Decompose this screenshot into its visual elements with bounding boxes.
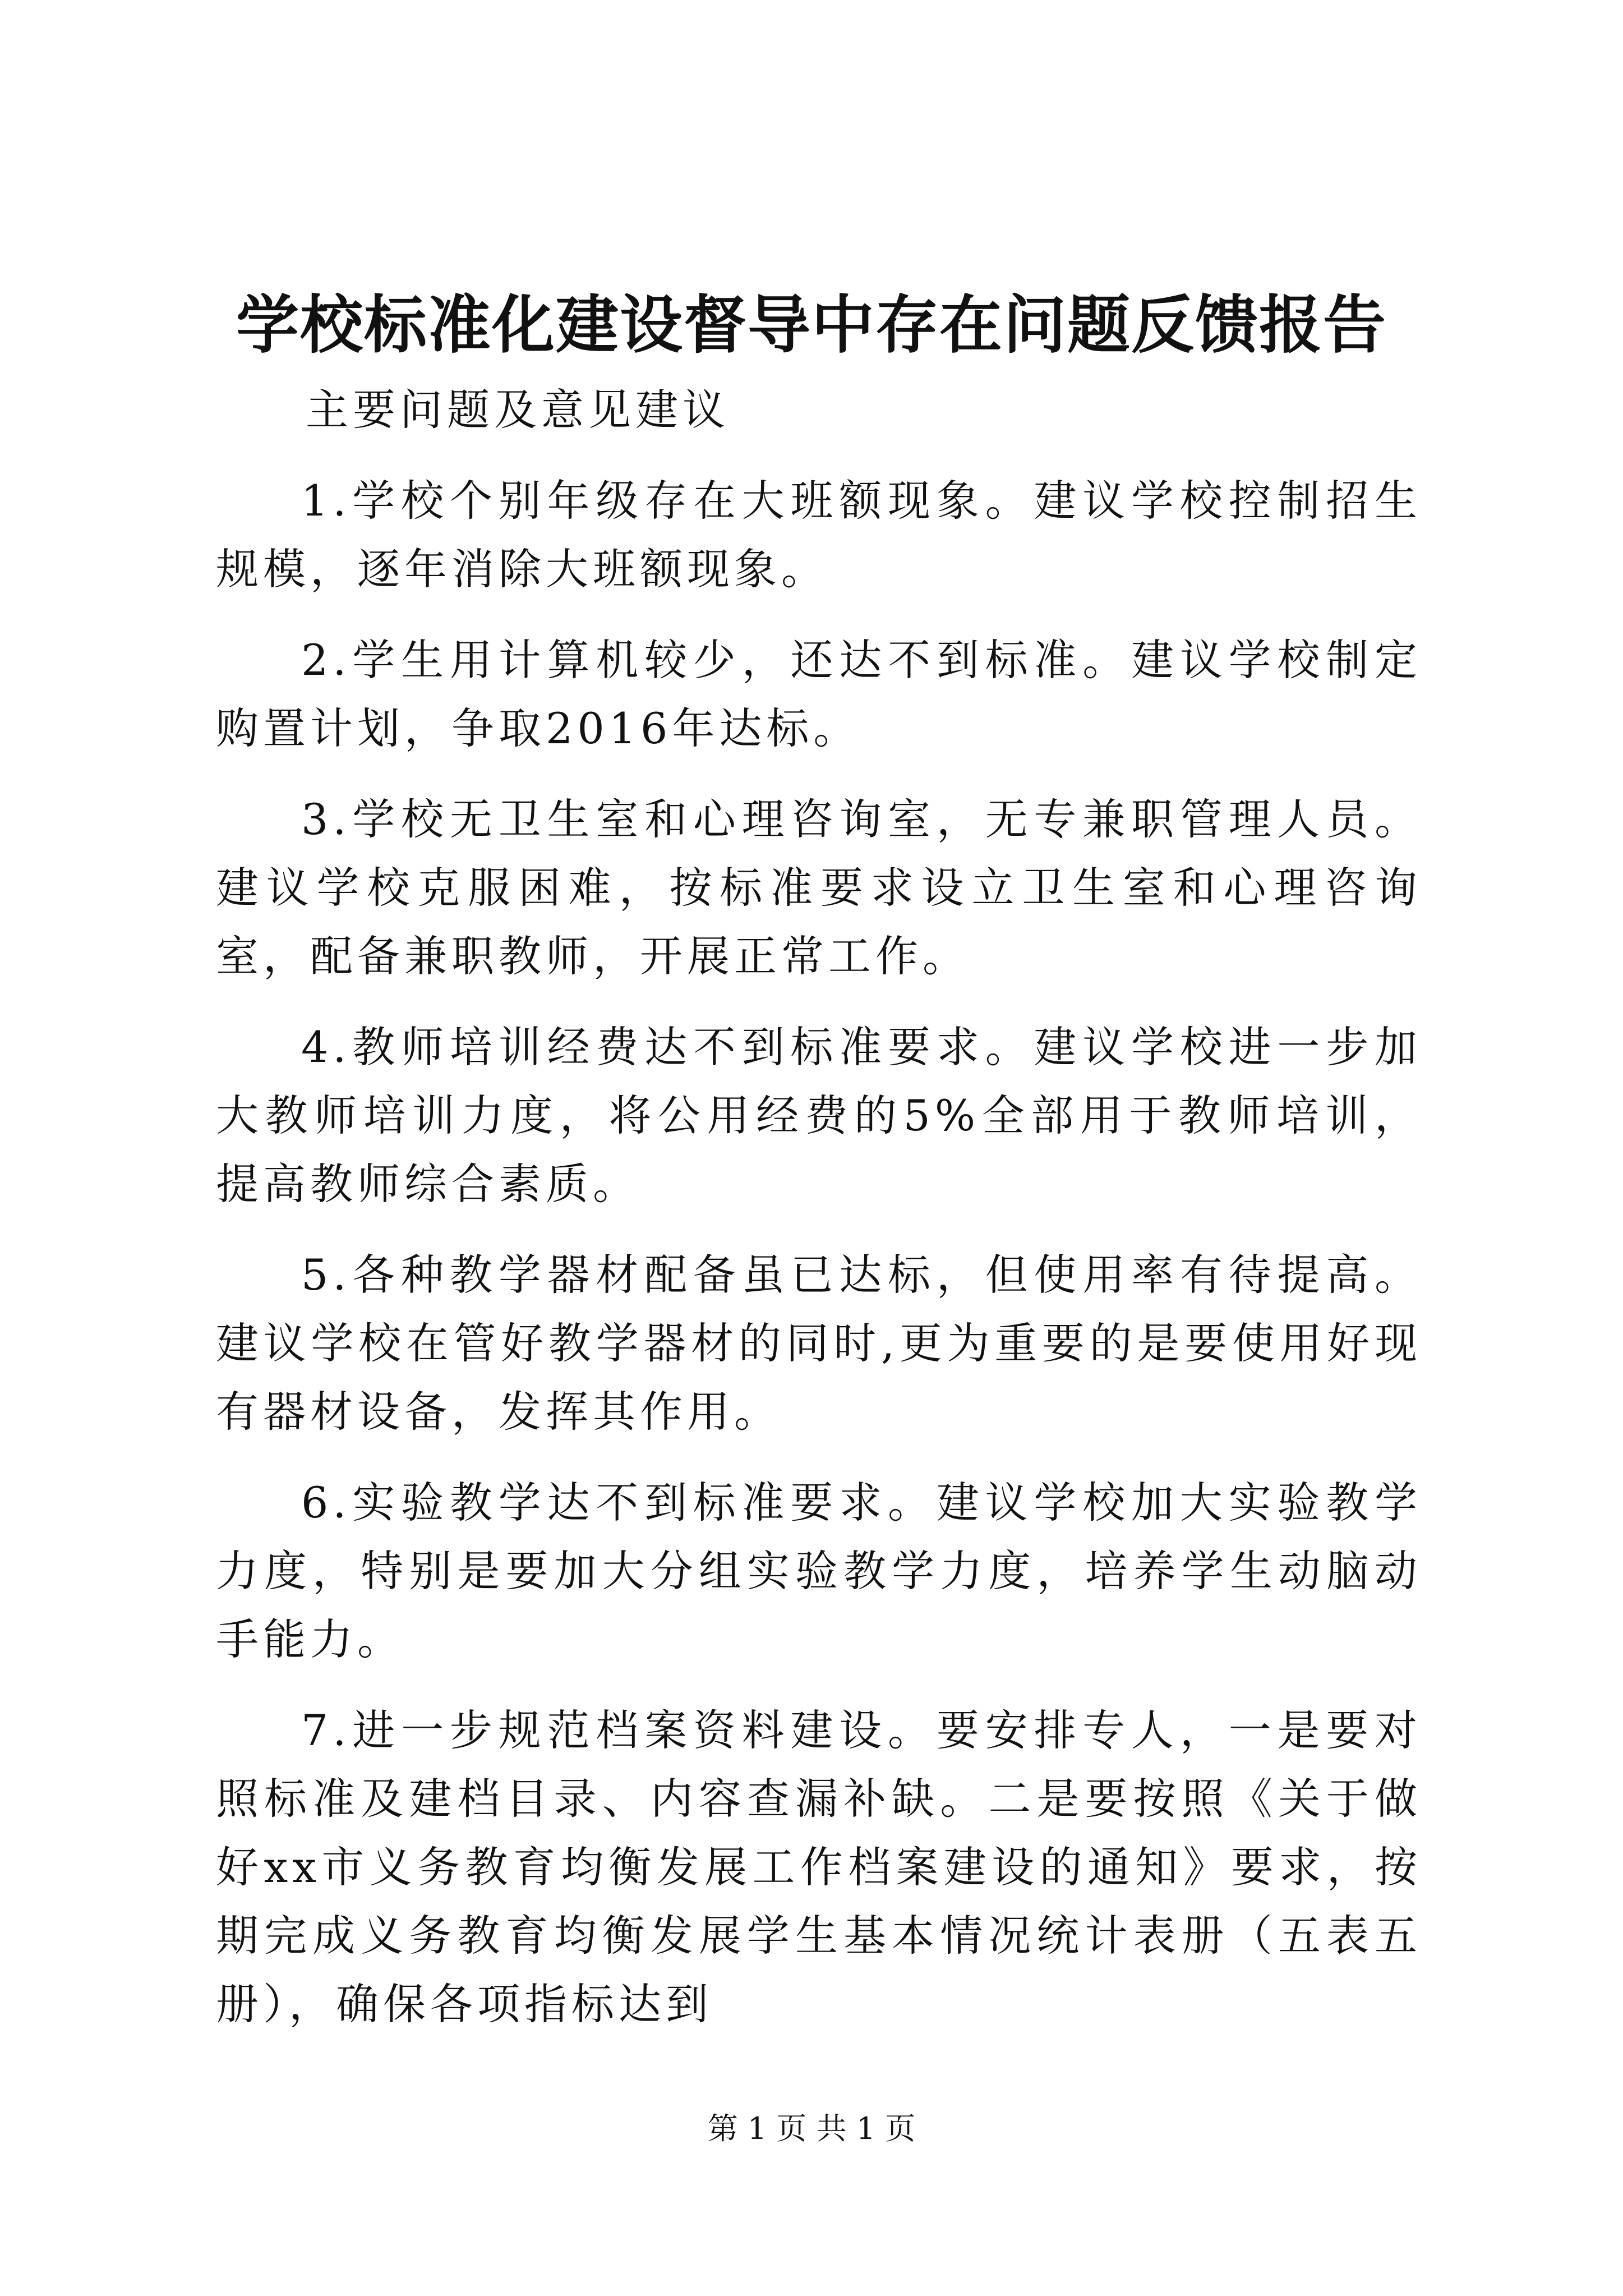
document-body — [216, 376, 1422, 2061]
paragraph-5: 5.各种教学器材配备虽已达标，但使用率有待提高。建议学校在管好教学器材的同时,更为重要的是要使用好现有器材设备，发挥其作用。 — [216, 1250, 1422, 1437]
page-footer: 第 1 页 共 1 页 — [707, 2111, 916, 2146]
paragraph-2: 2.学生用计算机较少，还达不到标准。建议学校制定购置计划，争取2016年达标。 — [216, 635, 1422, 753]
section-heading: 主要问题及意见建议 — [306, 385, 730, 435]
paragraph-7: 7.进一步规范档案资料建设。要安排专人，一是要对照标准及建档目录、内容查漏补缺。二是要按照《关于做好xx市义务教育均衡发展工作档案建设的通知》要求，按期完成义务教育均衡发展学生基本情况统计表册（五表五册），确保各项指标达到 — [216, 1705, 1422, 2029]
paragraph-4: 4.教师培训经费达不到标准要求。建议学校进一步加大教师培训力度，将公用经费的5%全部用于教师培训，提高教师综合素质。 — [216, 1022, 1422, 1209]
document-title: 学校标准化建设督导中存在问题反馈报告 — [236, 288, 1387, 362]
paragraph-6: 6.实验教学达不到标准要求。建议学校加大实验教学力度，特别是要加大分组实验教学力度，培养学生动脑动手能力。 — [216, 1478, 1422, 1664]
paragraph-1: 1.学校个别年级存在大班额现象。建议学校控制招生规模，逐年消除大班额现象。 — [216, 476, 1422, 594]
paragraph-3: 3.学校无卫生室和心理咨询室，无专兼职管理人员。建议学校克服困难，按标准要求设立卫生室和心理咨询室，配备兼职教师，开展正常工作。 — [216, 794, 1422, 981]
